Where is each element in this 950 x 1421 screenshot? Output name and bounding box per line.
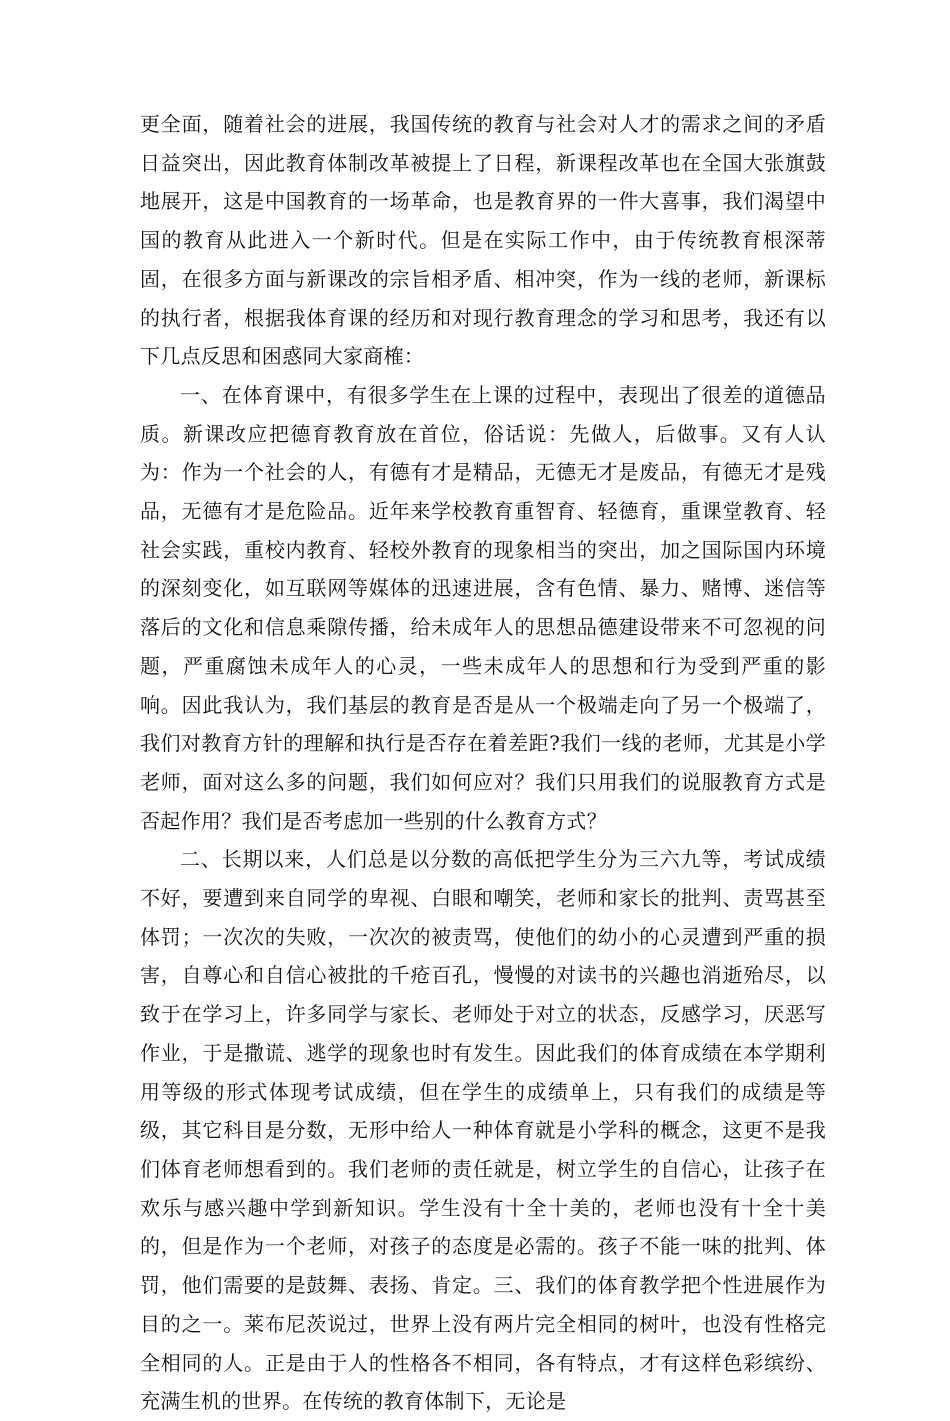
paragraph-point-one: 一、在体育课中，有很多学生在上课的过程中，表现出了很差的道德品质。新课改应把德育教育放在首位，俗话说：先做人，后做事。又有人认为：作为一个社会的人，有德有才是精品，无德无才是废品，有德无才是残品，无德有才是危险品。近年来学校教育重智育、轻德育，重课堂教育、轻社会实践，重校内教育、轻校外教育的现象相当的突出，加之国际国内环境的深刻变化，如互联网等媒体的迅速进展，含有色情、暴力、赌博、迷信等落后的文化和信息乘隙传播，给未成年人的思想品德建设带来不可忽视的问题，严重腐蚀未成年人的心灵，一些未成年人的思想和行为受到严重的影响。因此我认为，我们基层的教育是否是从一个极端走向了另一个极端了，我们对教育方针的理解和执行是否存在着差距?我们一线的老师，尤其是小学老师，面对这么多的问题，我们如何应对？我们只用我们的说服教育方式是否起作用？我们是否考虑加一些别的什么教育方式？ — [140, 382, 826, 833]
paragraph-point-two: 二、长期以来，人们总是以分数的高低把学生分为三六九等，考试成绩不好，要遭到来自同学的卑视、白眼和嘲笑，老师和家长的批判、责骂甚至体罚；一次次的失败，一次次的被责骂，使他们的幼小的心灵遭到严重的损害，自尊心和自信心被批的千疮百孔，慢慢的对读书的兴趣也消逝殆尽，以致于在学习上，许多同学与家长、老师处于对立的状态，反感学习，厌恶写作业，于是撒谎、逃学的现象也时有发生。因此我们的体育成绩在本学期利用等级的形式体现考试成绩，但在学生的成绩单上，只有我们的成绩是等级，其它科目是分数，无形中给人一种体育就是小学科的概念，这更不是我们体育老师想看到的。我们老师的责任就是，树立学生的自信心，让孩子在欢乐与感兴趣中学到新知识。学生没有十全十美的，老师也没有十全十美的，但是作为一个老师，对孩子的态度是必需的。孩子不能一味的批判、体罚，他们需要的是鼓舞、表扬、肯定。三、我们的体育教学把个性进展作为目的之一。莱布尼茨说过，世界上没有两片完全相同的树叶，也没有性格完全相同的人。正是由于人的性格各不相同，各有特点，才有这样色彩缤纷、充满生机的世界。在传统的教育体制下，无论是 — [140, 847, 826, 1414]
document-body — [140, 105, 826, 1421]
paragraph-intro-continuation: 更全面，随着社会的进展，我国传统的教育与社会对人才的需求之间的矛盾日益突出，因此教育体制改革被提上了日程，新课程改革也在全国大张旗鼓地展开，这是中国教育的一场革命，也是教育界的一件大喜事，我们渴望中国的教育从此进入一个新时代。但是在实际工作中，由于传统教育根深蒂固，在很多方面与新课改的宗旨相矛盾、相冲突，作为一线的老师，新课标的执行者，根据我体育课的经历和对现行教育理念的学习和思考，我还有以下几点反思和困惑同大家商榷： — [140, 112, 826, 369]
